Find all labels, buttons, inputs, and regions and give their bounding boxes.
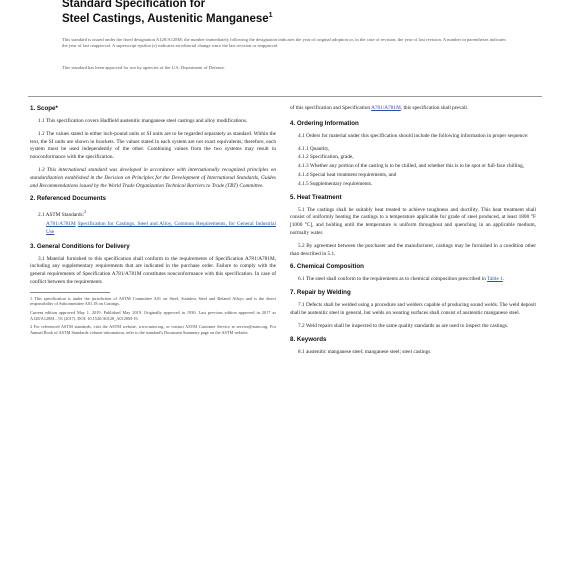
section-6-heading: 6. Chemical Composition [290,263,364,271]
para-7-1: 7.1 Defects shall be welded using a procedure and welders capable of producing sound welds. The weld deposit shall be austenitic steel in general, but welds on wearing surfaces shall consist of austenitic manganese steel. [290,302,536,316]
para-4-1-2: 4.1.2 Specification, grade, [298,154,354,161]
section-4-heading: 4. Ordering Information [290,119,359,127]
a781-link-title[interactable]: Specification for Castings, Steel and Alloy, Common Requirements, for General Industrial Use [46,220,276,235]
para-8-1: 8.1 austenitic manganese steel; manganese steel; steel castings [298,348,431,355]
a781-link-inline[interactable]: A781/A781M [371,105,401,111]
para-4-1-1: 4.1.1 Quantity, [298,145,330,152]
para-4-1-4: 4.1.4 Special heat treatment requirements, and [298,171,397,178]
table-1-link[interactable]: Table 1 [487,276,503,283]
footnote-divider [30,292,110,293]
para-1-3: 1.3 This international standard was developed in accordance with internationally recognized principles on standardization established in the Decision on Principles for the Development of International Standards, Guides and Recommendations issued by the World Trade Organization Technical Barriers to Trade (TBT) Committee. [30,166,276,189]
para-3-1: 3.1 Material furnished to this specification shall conform to the requirements of Specification A781/A781M, including any supplementary requirements that are indicated in the purchase order. Failure to comply with the general requirements of Specification A781/A781M constitutes nonconformance with this specification. In case of conflict between the requirements [30,255,276,285]
dod-approval-notice: This standard has been approved for use by agencies of the U.S. Department of Defense. [62,65,225,70]
footnote-1: 1 This specification is under the jurisdiction of ASTM Committee A01 on Steel, Stainless Steel and Related Alloys and is the direct responsibility of Subcommittee A01.18 on Castings. [30,295,276,307]
para-4-1-5: 4.1.5 Supplementary requirements. [298,180,373,187]
para-3-1-continued-a: of this specification and Specification [290,105,372,111]
footnote-edition: Current edition approved May 1, 2019. Published May 2019. Originally approved in 1930. Last previous edition approved in 2017 as A128/A128M – 93 (2017). DOI: 10.1520/A0128_A0128M-19. [30,309,276,321]
para-5-2: 5.2 By agreement between the purchaser and the manufacturer, castings may be furnished in a condition other than described in 5.1. [290,242,536,257]
section-5-heading: 5. Heat Treatment [290,193,342,201]
left-column [30,105,276,338]
section-1-heading: 1. Scope* [30,105,58,112]
header-divider [28,96,542,97]
section-7-heading: 7. Repair by Welding [290,289,351,297]
title-line-2: Steel Castings, Austenitic Manganese [62,12,269,25]
para-3-1-continued-b: , this specification shall prevail. [400,105,469,111]
para-5-1: 5.1 The castings shall be suitably heat treated to achieve toughness and ductility. This heat treatment shall consist of uniformly heating the castings to a temperature applicable for grade of steel produced, at least 1800 °F [1000 °C], and holding until the temperature is uniform throughout and quenching in an applicable medium, normally water. [290,206,536,236]
document-title [62,0,273,25]
para-2-1: 2.1 ASTM Standards: [38,212,85,219]
title-footnote-marker: 1 [268,12,273,19]
para-1-1: 1.1 This specification covers Hadfield austenitic manganese steel castings and alloy modifications. [38,118,248,124]
designation-notice: This standard is issued under the fixed designation A128/A128M; the number immediately following the designation indicates the year of original adoption or, in the case of revision, the year of last revision. A number in parentheses indicates the year of last reapproval. A superscript epsilon (ε) indicates an editorial change since the last revision or reapproval. [62,37,506,48]
para-6-1: 6.1 The steel shall conform to the requirements as to chemical composition prescribed in [298,276,488,283]
footnote-2-marker: 2 [84,209,87,215]
a781-link-code[interactable]: A781/A781M [46,220,76,227]
right-column [290,105,536,361]
para-4-1-3: 4.1.3 Whether any portion of the casting is to be chilled, and whether this is to be spot or full-face chilling, [298,163,525,170]
para-1-2: 1.2 The values stated in either inch-pound units or SI units are to be regarded separately as standard. Within the text, the SI units are shown in brackets. The values stated in each system are not exact equivalents; therefore, each system must be used independently of the other. Combining values from the two systems may result in nonconformance with the specification. [30,130,276,161]
para-6-1-end: . [502,276,505,283]
para-7-2: 7.2 Weld repairs shall be inspected to the same quality standards as are used to inspect the castings. [298,322,509,329]
section-3-heading: 3. General Conditions for Delivery [30,242,130,250]
section-8-heading: 8. Keywords [290,335,327,343]
para-4-1: 4.1 Orders for material under this specification should include the following information in proper sequence: [298,132,529,139]
title-line-1: Standard Specification for [62,0,206,10]
section-2-heading: 2. Referenced Documents [30,195,106,203]
footnote-2: 2 For referenced ASTM standards, visit the ASTM website, www.astm.org, or contact ASTM Customer Service at service@astm.org. For Annual Book of ASTM Standards volume information, refer to the standard's Document Summary page on the ASTM website. [30,324,276,335]
